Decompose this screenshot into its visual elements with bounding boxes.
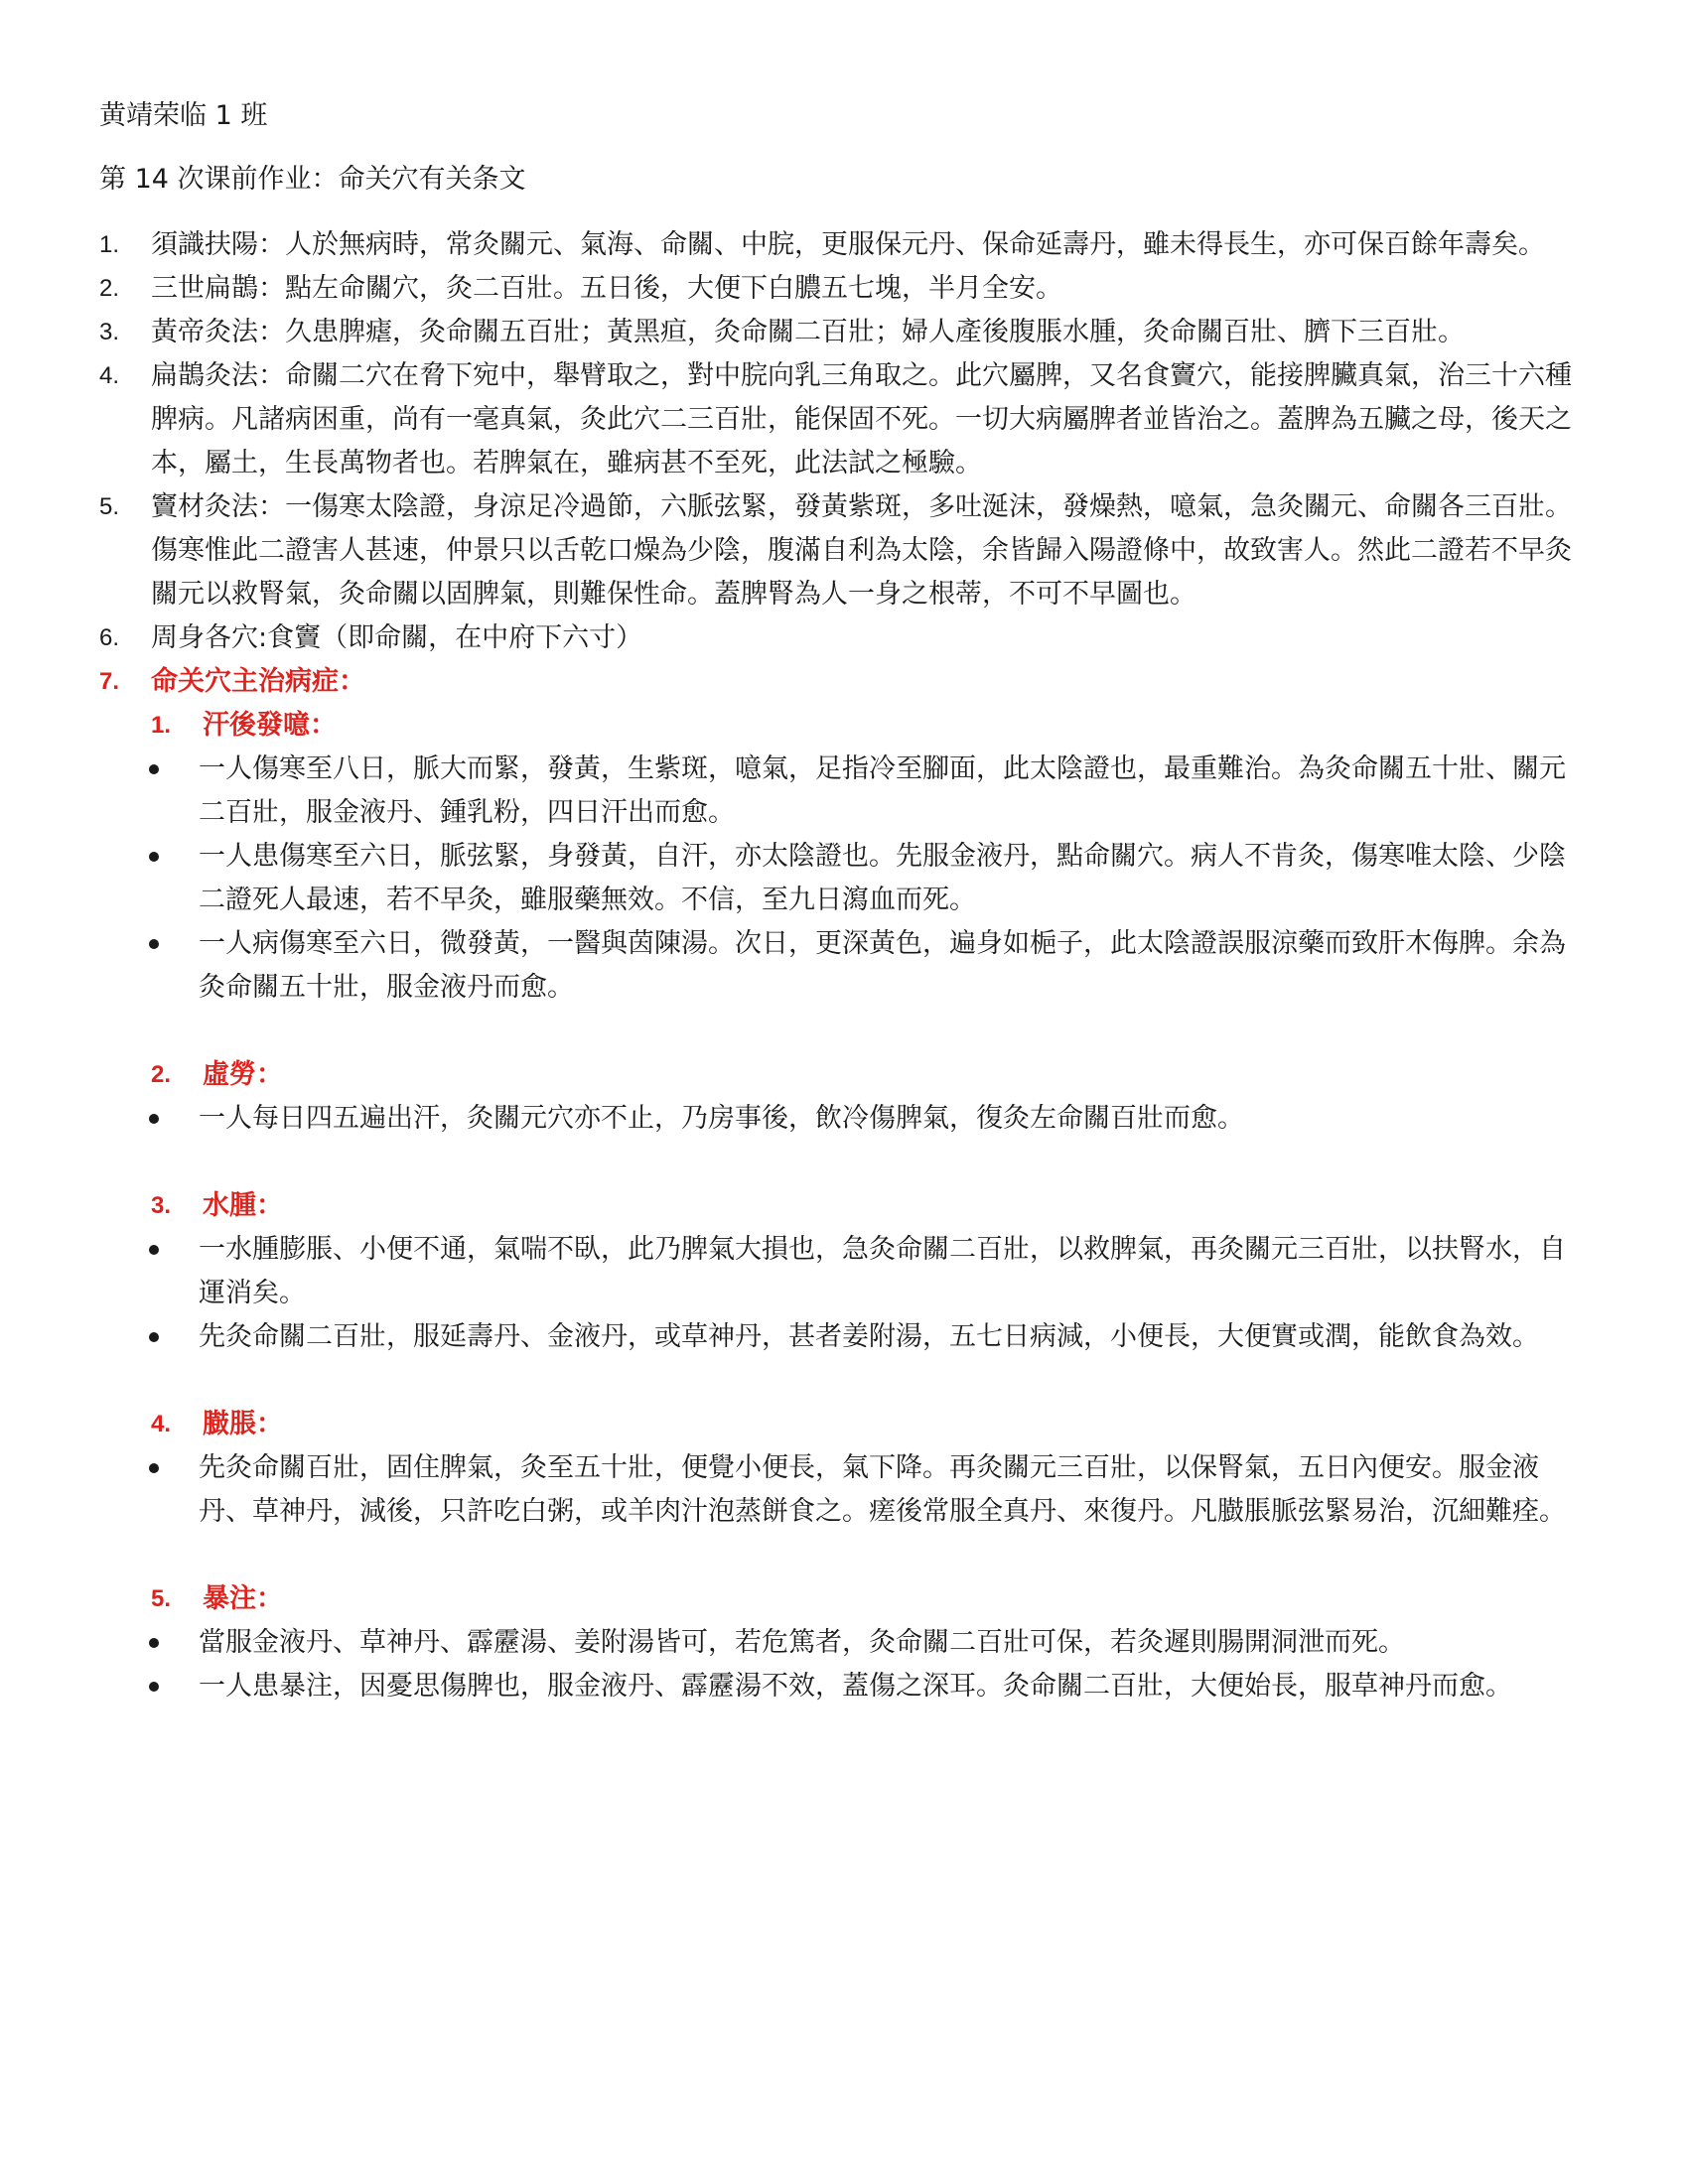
list-item bbox=[99, 311, 1589, 354]
section-title: 暴注： bbox=[203, 1583, 283, 1614]
bullet-icon bbox=[149, 764, 159, 774]
bullet-icon bbox=[149, 1114, 159, 1124]
section-title: 水腫： bbox=[203, 1190, 283, 1221]
section-number: 4. bbox=[151, 1411, 172, 1437]
section-number: 1. bbox=[151, 712, 172, 739]
list-text: 三世扁鵲：點左命關穴，灸二百壯。五日後，大便下白膿五七塊，半月全安。 bbox=[151, 273, 1062, 304]
list-number: 1. bbox=[99, 231, 120, 258]
bullet-text: 一人患暴注，因憂思傷脾也，服金液丹、霹靂湯不效，蓋傷之深耳。灸命關二百壯，大便始長，服草神丹而愈。 bbox=[199, 1671, 1512, 1702]
section-title: 虛勞： bbox=[203, 1059, 283, 1090]
bullet-item bbox=[99, 1446, 1589, 1534]
bullet-icon bbox=[149, 1332, 159, 1342]
list-item-highlight bbox=[99, 660, 1589, 704]
bullet-item bbox=[99, 922, 1589, 1010]
list-text: 命关穴主治病症： bbox=[151, 666, 365, 697]
list-text: 須識扶陽：人於無病時，常灸關元、氣海、命關、中脘，更服保元丹、保命延壽丹，雖未得長生，亦可保百餘年壽矣。 bbox=[151, 229, 1545, 260]
spacer bbox=[99, 1359, 1589, 1403]
list-text: 周身各穴:食竇（即命關，在中府下六寸） bbox=[151, 622, 643, 653]
bullet-text: 一水腫膨脹、小便不通，氣喘不臥，此乃脾氣大損也，急灸命關二百壯，以救脾氣，再灸關元三百壯，以扶腎水，自運消矣。 bbox=[199, 1234, 1566, 1308]
bullet-item bbox=[99, 748, 1589, 835]
student-name: 黄靖荣临 1 班 bbox=[99, 100, 268, 131]
list-text: 竇材灸法：一傷寒太陰證，身涼足冷過節，六脈弦緊，發黃紫斑，多吐涎沫，發燥熱，噫氣，急灸關元、命關各三百壯。傷寒惟此二證害人甚速，仲景只以舌乾口燥為少陰，腹滿自利為太陰，余皆歸入陽證條中，故致害人。然此二證若不早灸關元以救腎氣，灸命關以固脾氣，則難保性命。蓋脾腎為人一身之根蒂，不可不早圖也。 bbox=[151, 491, 1572, 610]
bullet-icon bbox=[149, 1463, 159, 1473]
bullet-item bbox=[99, 1315, 1589, 1359]
section-title: 臌脹： bbox=[203, 1409, 283, 1439]
bullet-item bbox=[99, 1665, 1589, 1708]
section-heading bbox=[151, 1577, 1589, 1621]
section-title: 汗後發噫： bbox=[203, 710, 337, 741]
spacer bbox=[99, 1534, 1589, 1577]
list-item bbox=[99, 223, 1589, 267]
section-heading bbox=[151, 1184, 1589, 1228]
bullet-item bbox=[99, 1621, 1589, 1665]
list-number: 6. bbox=[99, 624, 120, 651]
list-text: 黃帝灸法：久患脾瘧，灸命關五百壯；黃黑疸，灸命關二百壯；婦人產後腹脹水腫，灸命關百壯、臍下三百壯。 bbox=[151, 317, 1465, 347]
section-heading bbox=[151, 1053, 1589, 1097]
spacer bbox=[99, 1010, 1589, 1053]
numbered-list bbox=[99, 223, 1589, 1708]
bullet-text: 一人患傷寒至六日，脈弦緊，身發黃，自汗，亦太陰證也。先服金液丹，點命關穴。病人不肯灸，傷寒唯太陰、少陰二證死人最速，若不早灸，雖服藥無效。不信，至九日瀉血而死。 bbox=[199, 841, 1566, 915]
list-item bbox=[99, 354, 1589, 485]
bullet-icon bbox=[149, 852, 159, 862]
bullet-text: 當服金液丹、草神丹、霹靂湯、姜附湯皆可，若危篤者，灸命關二百壯可保，若灸遲則腸開洞泄而死。 bbox=[199, 1627, 1405, 1658]
list-item bbox=[99, 485, 1589, 616]
list-number: 2. bbox=[99, 275, 120, 302]
bullet-icon bbox=[149, 1638, 159, 1648]
spacer bbox=[99, 1141, 1589, 1184]
list-number: 3. bbox=[99, 319, 120, 345]
section-heading bbox=[151, 1403, 1589, 1446]
assignment-title: 第 14 次课前作业：命关穴有关条文 bbox=[99, 164, 526, 195]
list-number: 5. bbox=[99, 493, 120, 520]
bullet-text: 先灸命關二百壯，服延壽丹、金液丹，或草神丹，甚者姜附湯，五七日病減，小便長，大便實或潤，能飲食為效。 bbox=[199, 1321, 1539, 1352]
bullet-icon bbox=[149, 1245, 159, 1255]
bullet-item bbox=[99, 1228, 1589, 1315]
list-number: 4. bbox=[99, 362, 120, 389]
list-text: 扁鵲灸法：命關二穴在脅下宛中，舉臂取之，對中脘向乳三角取之。此穴屬脾，又名食竇穴，能接脾臟真氣，治三十六種脾病。凡諸病困重，尚有一毫真氣，灸此穴二三百壯，能保固不死。一切大病屬脾者並皆治之。蓋脾為五臟之母，後天之本，屬土，生長萬物者也。若脾氣在，雖病甚不至死，此法試之極驗。 bbox=[151, 360, 1572, 478]
section-number: 5. bbox=[151, 1585, 172, 1612]
section-number: 3. bbox=[151, 1192, 172, 1219]
section-heading bbox=[151, 704, 1589, 748]
document-page bbox=[99, 94, 1589, 1708]
bullet-item bbox=[99, 835, 1589, 922]
bullet-text: 一人病傷寒至六日，微發黃，一醫與茵陳湯。次日，更深黃色，遍身如梔子，此太陰證誤服涼藥而致肝木侮脾。余為灸命關五十壯，服金液丹而愈。 bbox=[199, 928, 1566, 1003]
list-item bbox=[99, 616, 1589, 660]
bullet-text: 一人每日四五遍出汗，灸關元穴亦不止，乃房事後，飲冷傷脾氣，復灸左命關百壯而愈。 bbox=[199, 1103, 1244, 1134]
bullet-icon bbox=[149, 939, 159, 949]
bullet-icon bbox=[149, 1682, 159, 1692]
bullet-item bbox=[99, 1097, 1589, 1141]
section-number: 2. bbox=[151, 1061, 172, 1088]
bullet-text: 先灸命關百壯，固住脾氣，灸至五十壯，便覺小便長，氣下降。再灸關元三百壯，以保腎氣，五日內便安。服金液丹、草神丹，減後，只許吃白粥，或羊肉汁泡蒸餅食之。瘥後常服全真丹、來復丹。凡臌脹脈弦緊易治，沉細難痊。 bbox=[199, 1452, 1566, 1527]
bullet-text: 一人傷寒至八日，脈大而緊，發黃，生紫斑，噫氣，足指冷至腳面，此太陰證也，最重難治。為灸命關五十壯、關元二百壯，服金液丹、鍾乳粉，四日汗出而愈。 bbox=[199, 753, 1566, 828]
list-item bbox=[99, 267, 1589, 311]
list-number: 7. bbox=[99, 668, 120, 695]
